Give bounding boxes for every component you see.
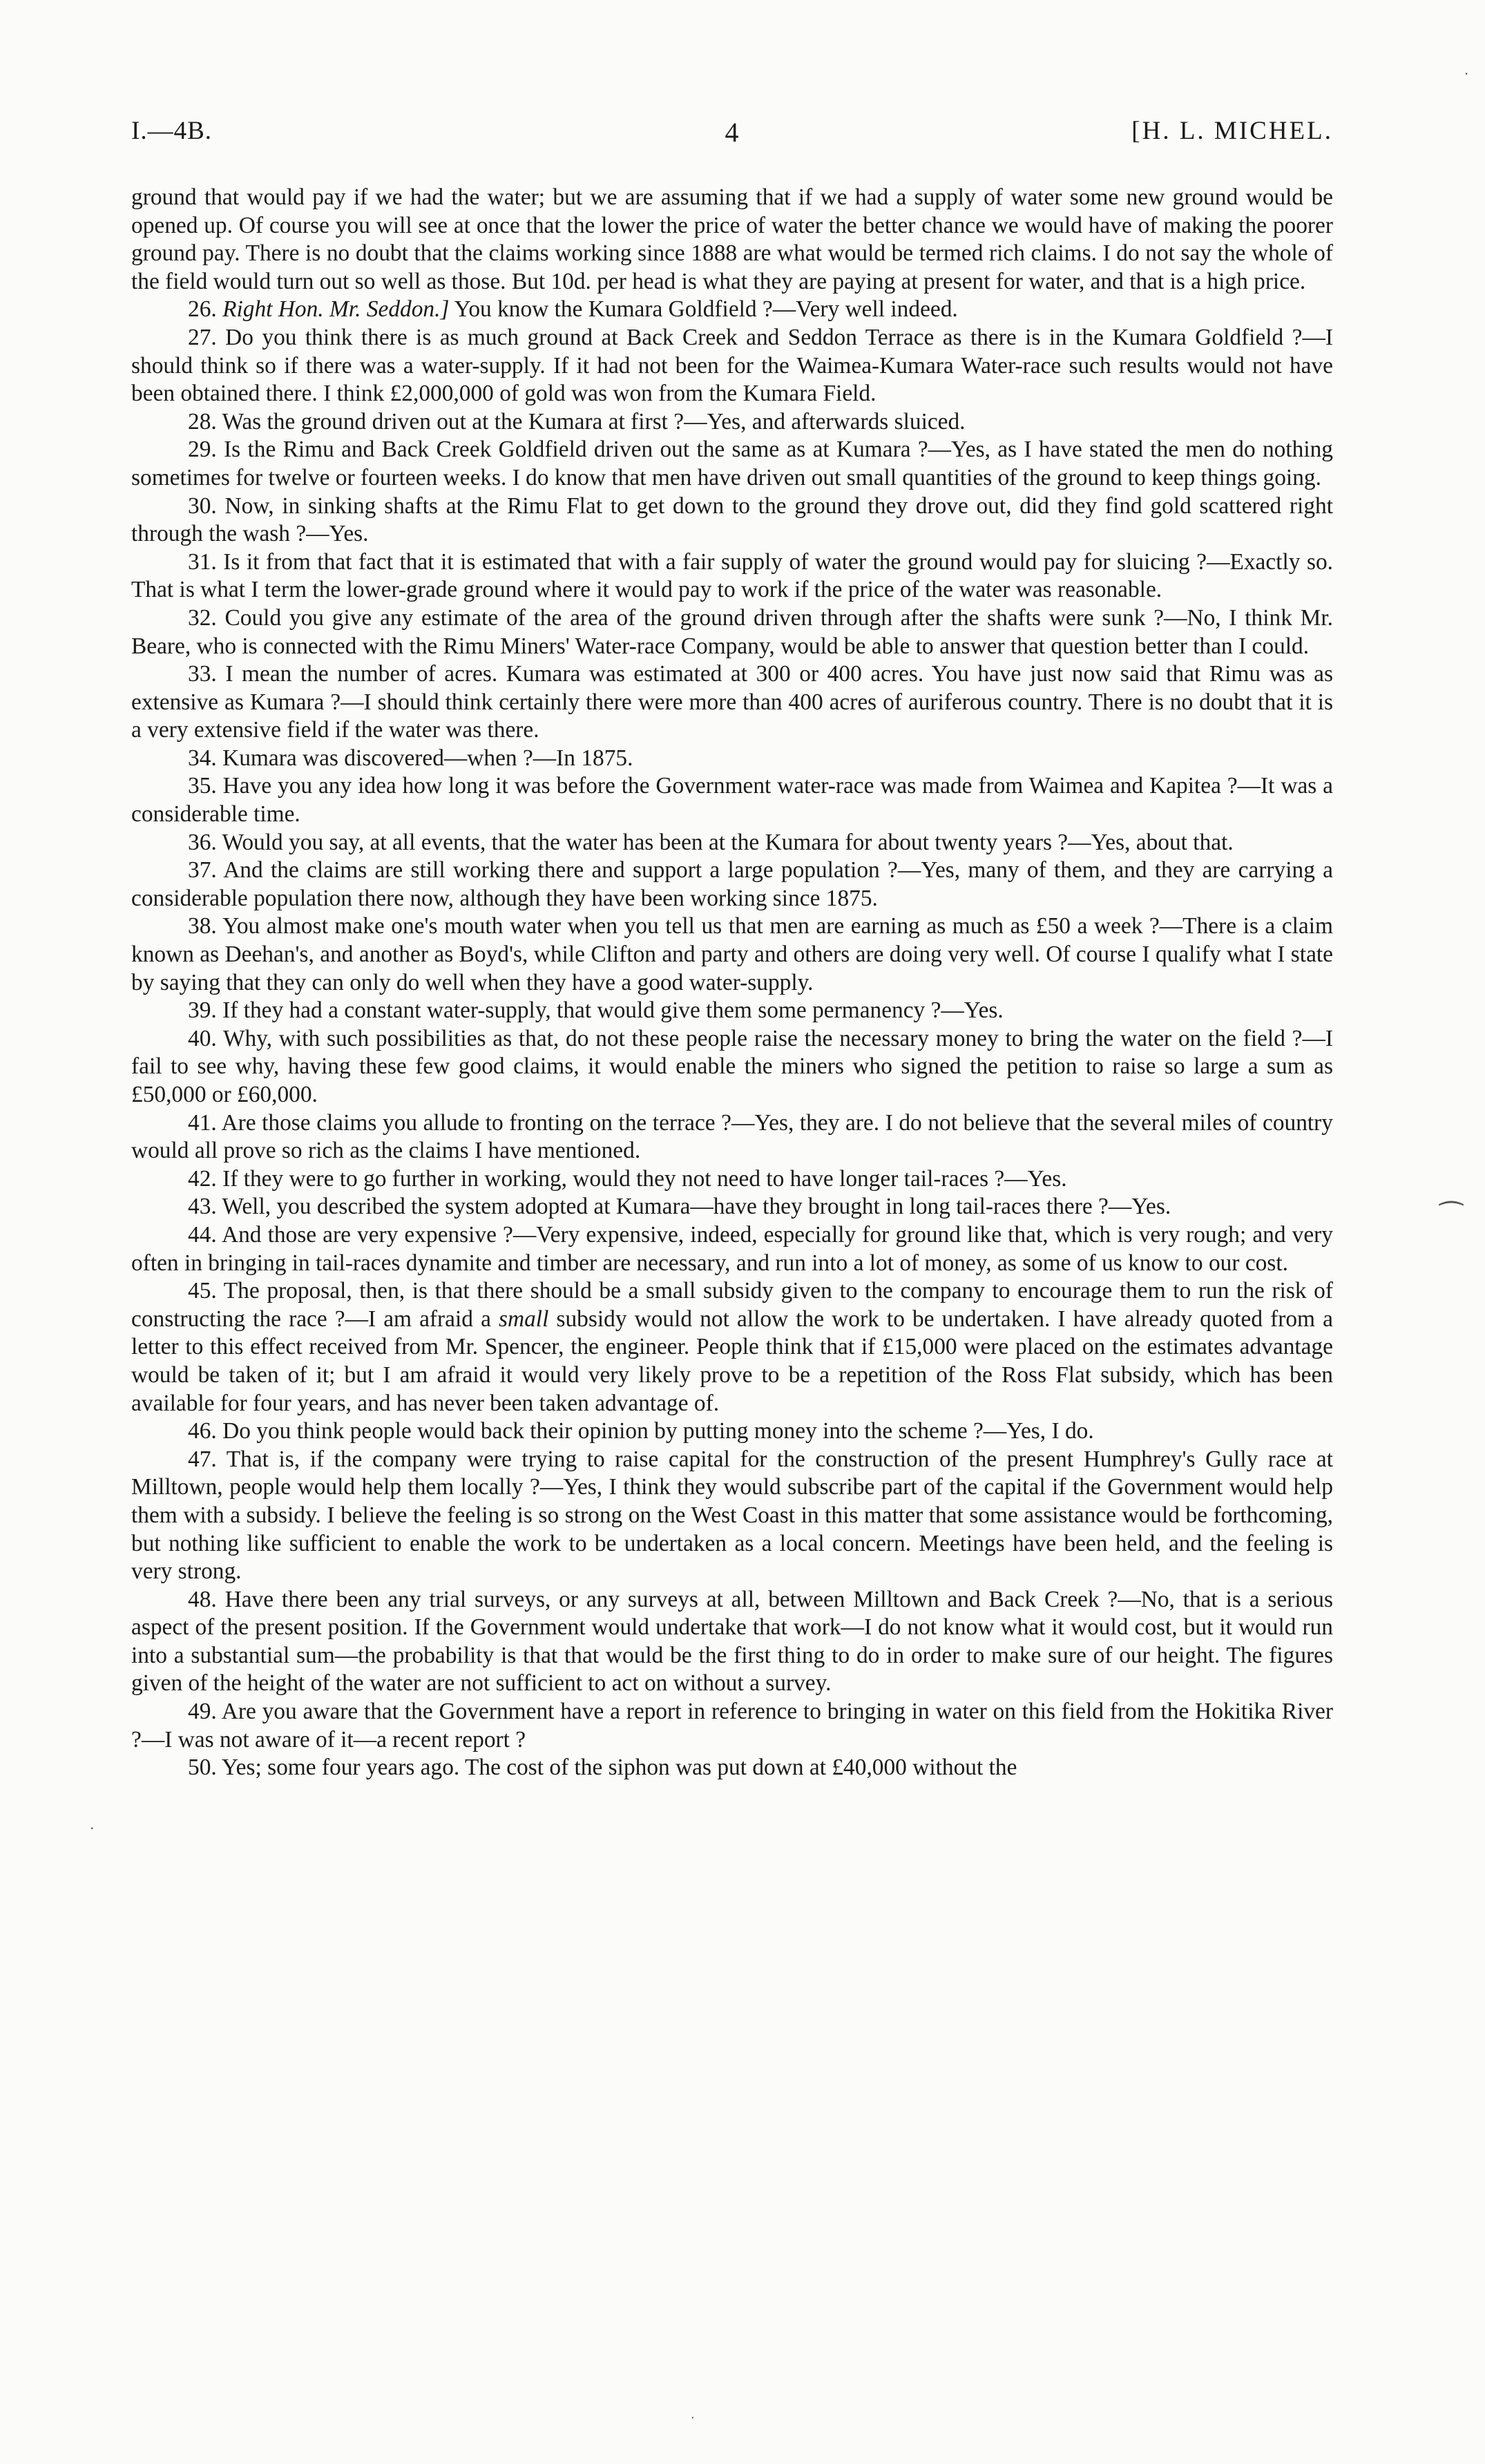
paragraph: 37. And the claims are still working there and support a large population ?—Yes, many of them, and they are carrying a considerable population there now, although they have been working since 1875. [131,857,1333,911]
paragraph: 41. Are those claims you allude to fronting on the terrace ?—Yes, they are. I do not believe that the several miles of country would all prove so rich as the claims I have mentioned. [131,1109,1333,1164]
paragraph: 30. Now, in sinking shafts at the Rimu Flat to get down to the ground they drove out, did they find gold scattered right through the wash ?—Yes. [131,493,1333,547]
document-reference: I.—4B. [131,117,212,145]
paragraph: 27. Do you think there is as much ground at Back Creek and Seddon Terrace as there is in the Kumara Goldfield ?—I should think so if there was a water-supply. If it had not been for the Waimea-Kumara Water-race such results would not have been obtained there. I think £2,000,000 of gold was won from the Kumara Field. [131,324,1333,407]
document-body [131,184,1333,1782]
paragraph: 40. Why, with such possibilities as that, do not these people raise the necessary money to bring the water on the field ?—I fail to see why, having these few good claims, it would enable the miners who signed the petition to raise so large a sum as £50,000 or £60,000. [131,1025,1333,1107]
witness-name: [H. L. MICHEL. [1131,117,1333,145]
emphasis: small [499,1306,549,1332]
paragraph: ground that would pay if we had the water; but we are assuming that if we had a supply of water some new ground would be opened up. Of course you will see at once that the lower the price of water the better chance we would have of making the poorer ground pay. There is no doubt that the claims working since 1888 are what would be termed rich claims. I do not say the whole of the field would turn out so well as those. But 10d. per head is what they are paying at present for water, and that is a high price. [131,184,1333,294]
paragraph: 38. You almost make one's mouth water when you tell us that men are earning as much as £50 a week ?—There is a claim known as Deehan's, and another as Boyd's, while Clifton and party and others are doing very well. Of course I qualify what I state by saying that they can only do well when they have a good water-supply. [131,913,1333,995]
paragraph: 36. Would you say, at all events, that the water has been at the Kumara for about twenty years ?—Yes, about that. [188,829,1234,855]
page-header [131,116,1333,164]
paragraph: 47. That is, if the company were trying to raise capital for the construction of the present Humphrey's Gully race at Milltown, people would help them locally ?—Yes, I think they would subscribe part of the capital if the Government would help them with a subsidy. I believe the feeling is so strong on the West Coast in this matter that some assistance would be forthcoming, but nothing like sufficient to enable the work to be undertaken as a local concern. Meetings have been held, and the feeling is very strong. [131,1446,1334,1585]
paragraph: 44. And those are very expensive ?—Very expensive, indeed, especially for ground like that, which is very rough; and very often in bringing in tail-races dynamite and timber are necessary, and run into a lot of money, as some of us know to our cost. [131,1221,1333,1276]
paragraph: 46. Do you think people would back their opinion by putting money into the scheme ?—Yes, I do. [188,1418,1094,1444]
paragraph: 26. Right Hon. Mr. Seddon.] You know the Kumara Goldfield ?—Very well indeed. [188,296,958,323]
paragraph: 48. Have there been any trial surveys, or any surveys at all, between Milltown and Back Creek ?—No, that is a serious aspect of the present position. If the Government would undertake that work—I do not know what it would cost, but it would run into a substantial sum—the probability is that that would be the first thing to do in order to make sure of our height. The figures given of the height of the water are not sufficient to act on without a survey. [131,1586,1333,1697]
page-number: 4 [725,117,740,148]
paragraph: 33. I mean the number of acres. Kumara was estimated at 300 or 400 acres. You have just now said that Rimu was as extensive as Kumara ?—I should think certainly there were more than 400 acres of auriferous country. There is no doubt that it is a very extensive field if the water was there. [131,661,1333,743]
paragraph: 39. If they had a constant water-supply, that would give them some permanency ?—Yes. [188,997,1004,1024]
speck-mark: · [90,1820,95,1837]
paragraph: 45. The proposal, then, is that there should be a small subsidy given to the company to encourage them to run the risk of constructing the race ?—I am afraid a small subsidy would not allow the work to be undertaken. I have already quoted from a letter to this effect received from Mr. Spencer, the engineer. People think that if £15,000 were placed on the estimates advantage would be taken of it; but I am afraid it would very likely prove to be a repetition of the Ross Flat subsidy, which has been available for four years, and has never been taken advantage of. [131,1278,1333,1416]
paragraph: 29. Is the Rimu and Back Creek Goldfield driven out the same as at Kumara ?—Yes, as I have stated the men do nothing sometimes for twelve or fourteen weeks. I do know that men have driven out small quantities of the ground to keep things going. [131,437,1333,490]
paragraph: 42. If they were to go further in working, would they not need to have longer tail-races ?—Yes. [188,1165,1067,1192]
paragraph: 35. Have you any idea how long it was before the Government water-race was made from Waimea and Kapitea ?—It was a considerable time. [131,773,1333,828]
paragraph: 28. Was the ground driven out at the Kumara at first ?—Yes, and afterwards sluiced. [188,408,966,434]
paragraph: 43. Well, you described the system adopted at Kumara—have they brought in long tail-races there ?—Yes. [188,1194,1171,1220]
speaker: Right Hon. Mr. Seddon.] [222,296,450,323]
paragraph: 32. Could you give any estimate of the area of the ground driven through after the shafts were sunk ?—No, I think Mr. Beare, who is connected with the Rimu Miners' Water-race Company, would be able to answer that question better than I could. [131,604,1333,659]
paragraph: 34. Kumara was discovered—when ?—In 1875. [188,745,633,771]
paragraph: 31. Is it from that fact that it is estimated that with a fair supply of water the ground would pay for sluicing ?—Exactly so. That is what I term the lower-grade ground where it would pay to work if the price of the water was reasonable. [131,548,1333,603]
paragraph: 49. Are you aware that the Government have a report in reference to bringing in water on this field from the Hokitika River ?—I was not aware of it—a recent report ? [131,1699,1333,1753]
margin-dash-mark: ⁀ [1440,1202,1463,1234]
paragraph: 50. Yes; some four years ago. The cost of the siphon was put down at £40,000 without the [188,1755,1017,1781]
speck-mark: · [691,2411,695,2425]
speck-mark: · [1464,66,1469,82]
